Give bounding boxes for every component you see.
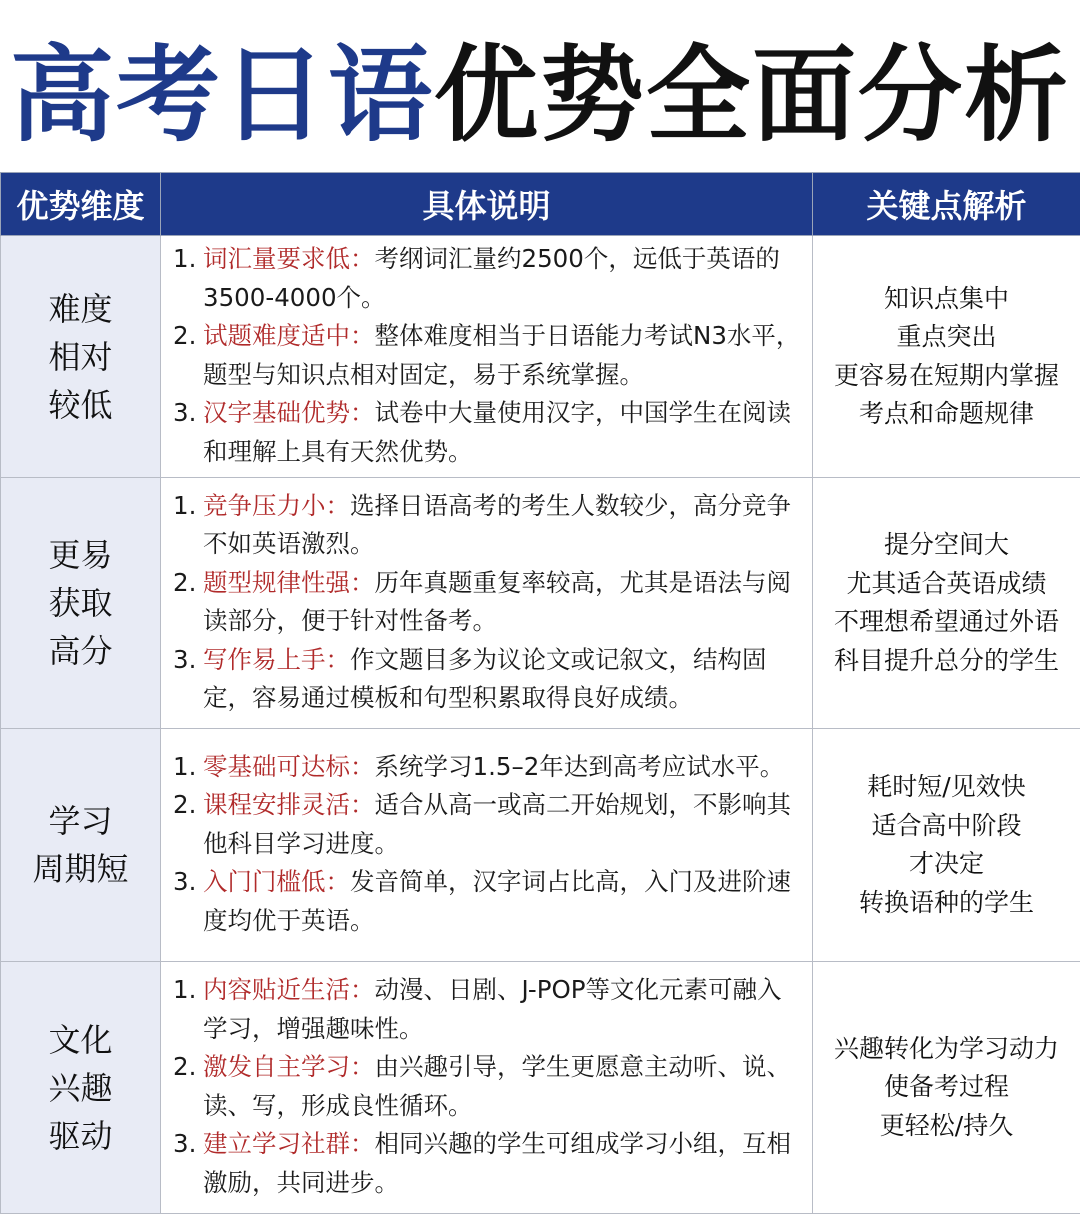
item-number: 1. bbox=[173, 487, 203, 564]
item-text: 试卷中大量使用汉字，中国学生在阅读和理解上具有天然优势。 bbox=[203, 398, 791, 466]
table-row bbox=[1, 962, 1080, 1214]
item-number: 3. bbox=[173, 863, 203, 940]
item-number: 3. bbox=[173, 394, 203, 471]
header-description: 具体说明 bbox=[161, 173, 813, 236]
item-highlight: 入门门槛低： bbox=[203, 867, 350, 896]
key-point-line: 尤其适合英语成绩 bbox=[813, 565, 1080, 604]
key-point-line: 考点和命题规律 bbox=[813, 395, 1080, 434]
table-row bbox=[1, 478, 1080, 729]
item-highlight: 竞争压力小： bbox=[203, 491, 350, 520]
list-item bbox=[173, 487, 802, 564]
list-item bbox=[173, 786, 802, 863]
item-text: 适合从高一或高二开始规划，不影响其他科目学习进度。 bbox=[203, 790, 791, 858]
dimension-line: 高分 bbox=[1, 627, 160, 675]
dimension-line: 更易 bbox=[1, 531, 160, 579]
dimension-line: 相对 bbox=[1, 333, 160, 381]
dimension-line: 学习 bbox=[1, 797, 160, 845]
list-item bbox=[173, 863, 802, 940]
item-highlight: 试题难度适中： bbox=[203, 321, 375, 350]
item-number: 2. bbox=[173, 1048, 203, 1125]
key-point-line: 更轻松/持久 bbox=[813, 1107, 1080, 1146]
key-point-line: 重点突出 bbox=[813, 318, 1080, 357]
analysis-table bbox=[0, 172, 1080, 1214]
dimension-line: 较低 bbox=[1, 381, 160, 429]
item-number: 1. bbox=[173, 748, 203, 787]
list-item bbox=[173, 394, 802, 471]
item-highlight: 激发自主学习： bbox=[203, 1052, 375, 1081]
description-cell bbox=[161, 236, 813, 478]
key-point-line: 提分空间大 bbox=[813, 526, 1080, 565]
description-cell bbox=[161, 478, 813, 729]
item-highlight: 词汇量要求低： bbox=[203, 244, 375, 273]
key-points-cell bbox=[813, 962, 1080, 1214]
list-item bbox=[173, 1125, 802, 1202]
item-highlight: 汉字基础优势： bbox=[203, 398, 375, 427]
dimension-line: 驱动 bbox=[1, 1112, 160, 1160]
table-row bbox=[1, 236, 1080, 478]
key-point-line: 耗时短/见效快 bbox=[813, 768, 1080, 807]
header-key-points: 关键点解析 bbox=[813, 173, 1080, 236]
list-item bbox=[173, 317, 802, 394]
dimension-cell bbox=[1, 962, 161, 1214]
dimension-line: 文化 bbox=[1, 1016, 160, 1064]
item-number: 2. bbox=[173, 317, 203, 394]
key-point-line: 使备考过程 bbox=[813, 1068, 1080, 1107]
item-text: 历年真题重复率较高，尤其是语法与阅读部分，便于针对性备考。 bbox=[203, 568, 791, 636]
key-point-line: 适合高中阶段 bbox=[813, 807, 1080, 846]
item-text: 由兴趣引导，学生更愿意主动听、说、读、写，形成良性循环。 bbox=[203, 1052, 791, 1120]
list-item bbox=[173, 240, 802, 317]
dimension-cell bbox=[1, 478, 161, 729]
item-text: 相同兴趣的学生可组成学习小组，互相激励，共同进步。 bbox=[203, 1129, 791, 1197]
item-text: 考纲词汇量约2500个，远低于英语的3500-4000个。 bbox=[203, 244, 780, 312]
key-point-line: 知识点集中 bbox=[813, 280, 1080, 319]
dimension-line: 周期短 bbox=[1, 845, 160, 893]
item-text: 整体难度相当于日语能力考试N3水平，题型与知识点相对固定，易于系统掌握。 bbox=[203, 321, 800, 389]
item-number: 3. bbox=[173, 1125, 203, 1202]
item-number: 2. bbox=[173, 786, 203, 863]
item-text: 动漫、日剧、J-POP等文化元素可融入学习，增强趣味性。 bbox=[203, 975, 782, 1043]
title-part-2: 优势全面分析 bbox=[434, 11, 1070, 161]
dimension-cell bbox=[1, 729, 161, 962]
list-item bbox=[173, 748, 802, 787]
title-part-1: 高考日语 bbox=[10, 11, 434, 161]
item-number: 1. bbox=[173, 240, 203, 317]
item-highlight: 课程安排灵活： bbox=[203, 790, 375, 819]
item-text: 发音简单，汉字词占比高，入门及进阶速度均优于英语。 bbox=[203, 867, 791, 935]
item-highlight: 建立学习社群： bbox=[203, 1129, 375, 1158]
item-highlight: 零基础可达标： bbox=[203, 752, 375, 781]
key-point-line: 兴趣转化为学习动力 bbox=[813, 1030, 1080, 1069]
key-point-line: 更容易在短期内掌握 bbox=[813, 357, 1080, 396]
list-item bbox=[173, 564, 802, 641]
description-cell bbox=[161, 962, 813, 1214]
key-points-cell bbox=[813, 236, 1080, 478]
dimension-line: 难度 bbox=[1, 285, 160, 333]
key-points-cell bbox=[813, 478, 1080, 729]
key-point-line: 转换语种的学生 bbox=[813, 884, 1080, 923]
item-number: 2. bbox=[173, 564, 203, 641]
item-number: 3. bbox=[173, 641, 203, 718]
item-text: 作文题目多为议论文或记叙文，结构固定，容易通过模板和句型积累取得良好成绩。 bbox=[203, 645, 767, 713]
description-cell bbox=[161, 729, 813, 962]
header-dimension: 优势维度 bbox=[1, 173, 161, 236]
dimension-line: 获取 bbox=[1, 579, 160, 627]
table-row bbox=[1, 729, 1080, 962]
key-points-cell bbox=[813, 729, 1080, 962]
key-point-line: 才决定 bbox=[813, 845, 1080, 884]
list-item bbox=[173, 971, 802, 1048]
item-number: 1. bbox=[173, 971, 203, 1048]
dimension-cell bbox=[1, 236, 161, 478]
item-highlight: 写作易上手： bbox=[203, 645, 350, 674]
item-highlight: 题型规律性强： bbox=[203, 568, 375, 597]
list-item bbox=[173, 1048, 802, 1125]
key-point-line: 科目提升总分的学生 bbox=[813, 642, 1080, 681]
list-item bbox=[173, 641, 802, 718]
page-title bbox=[0, 0, 1080, 172]
item-text: 选择日语高考的考生人数较少，高分竞争不如英语激烈。 bbox=[203, 491, 791, 559]
dimension-line: 兴趣 bbox=[1, 1064, 160, 1112]
item-highlight: 内容贴近生活： bbox=[203, 975, 375, 1004]
item-text: 系统学习1.5–2年达到高考应试水平。 bbox=[375, 752, 785, 781]
key-point-line: 不理想希望通过外语 bbox=[813, 603, 1080, 642]
table-header-row bbox=[1, 173, 1080, 236]
